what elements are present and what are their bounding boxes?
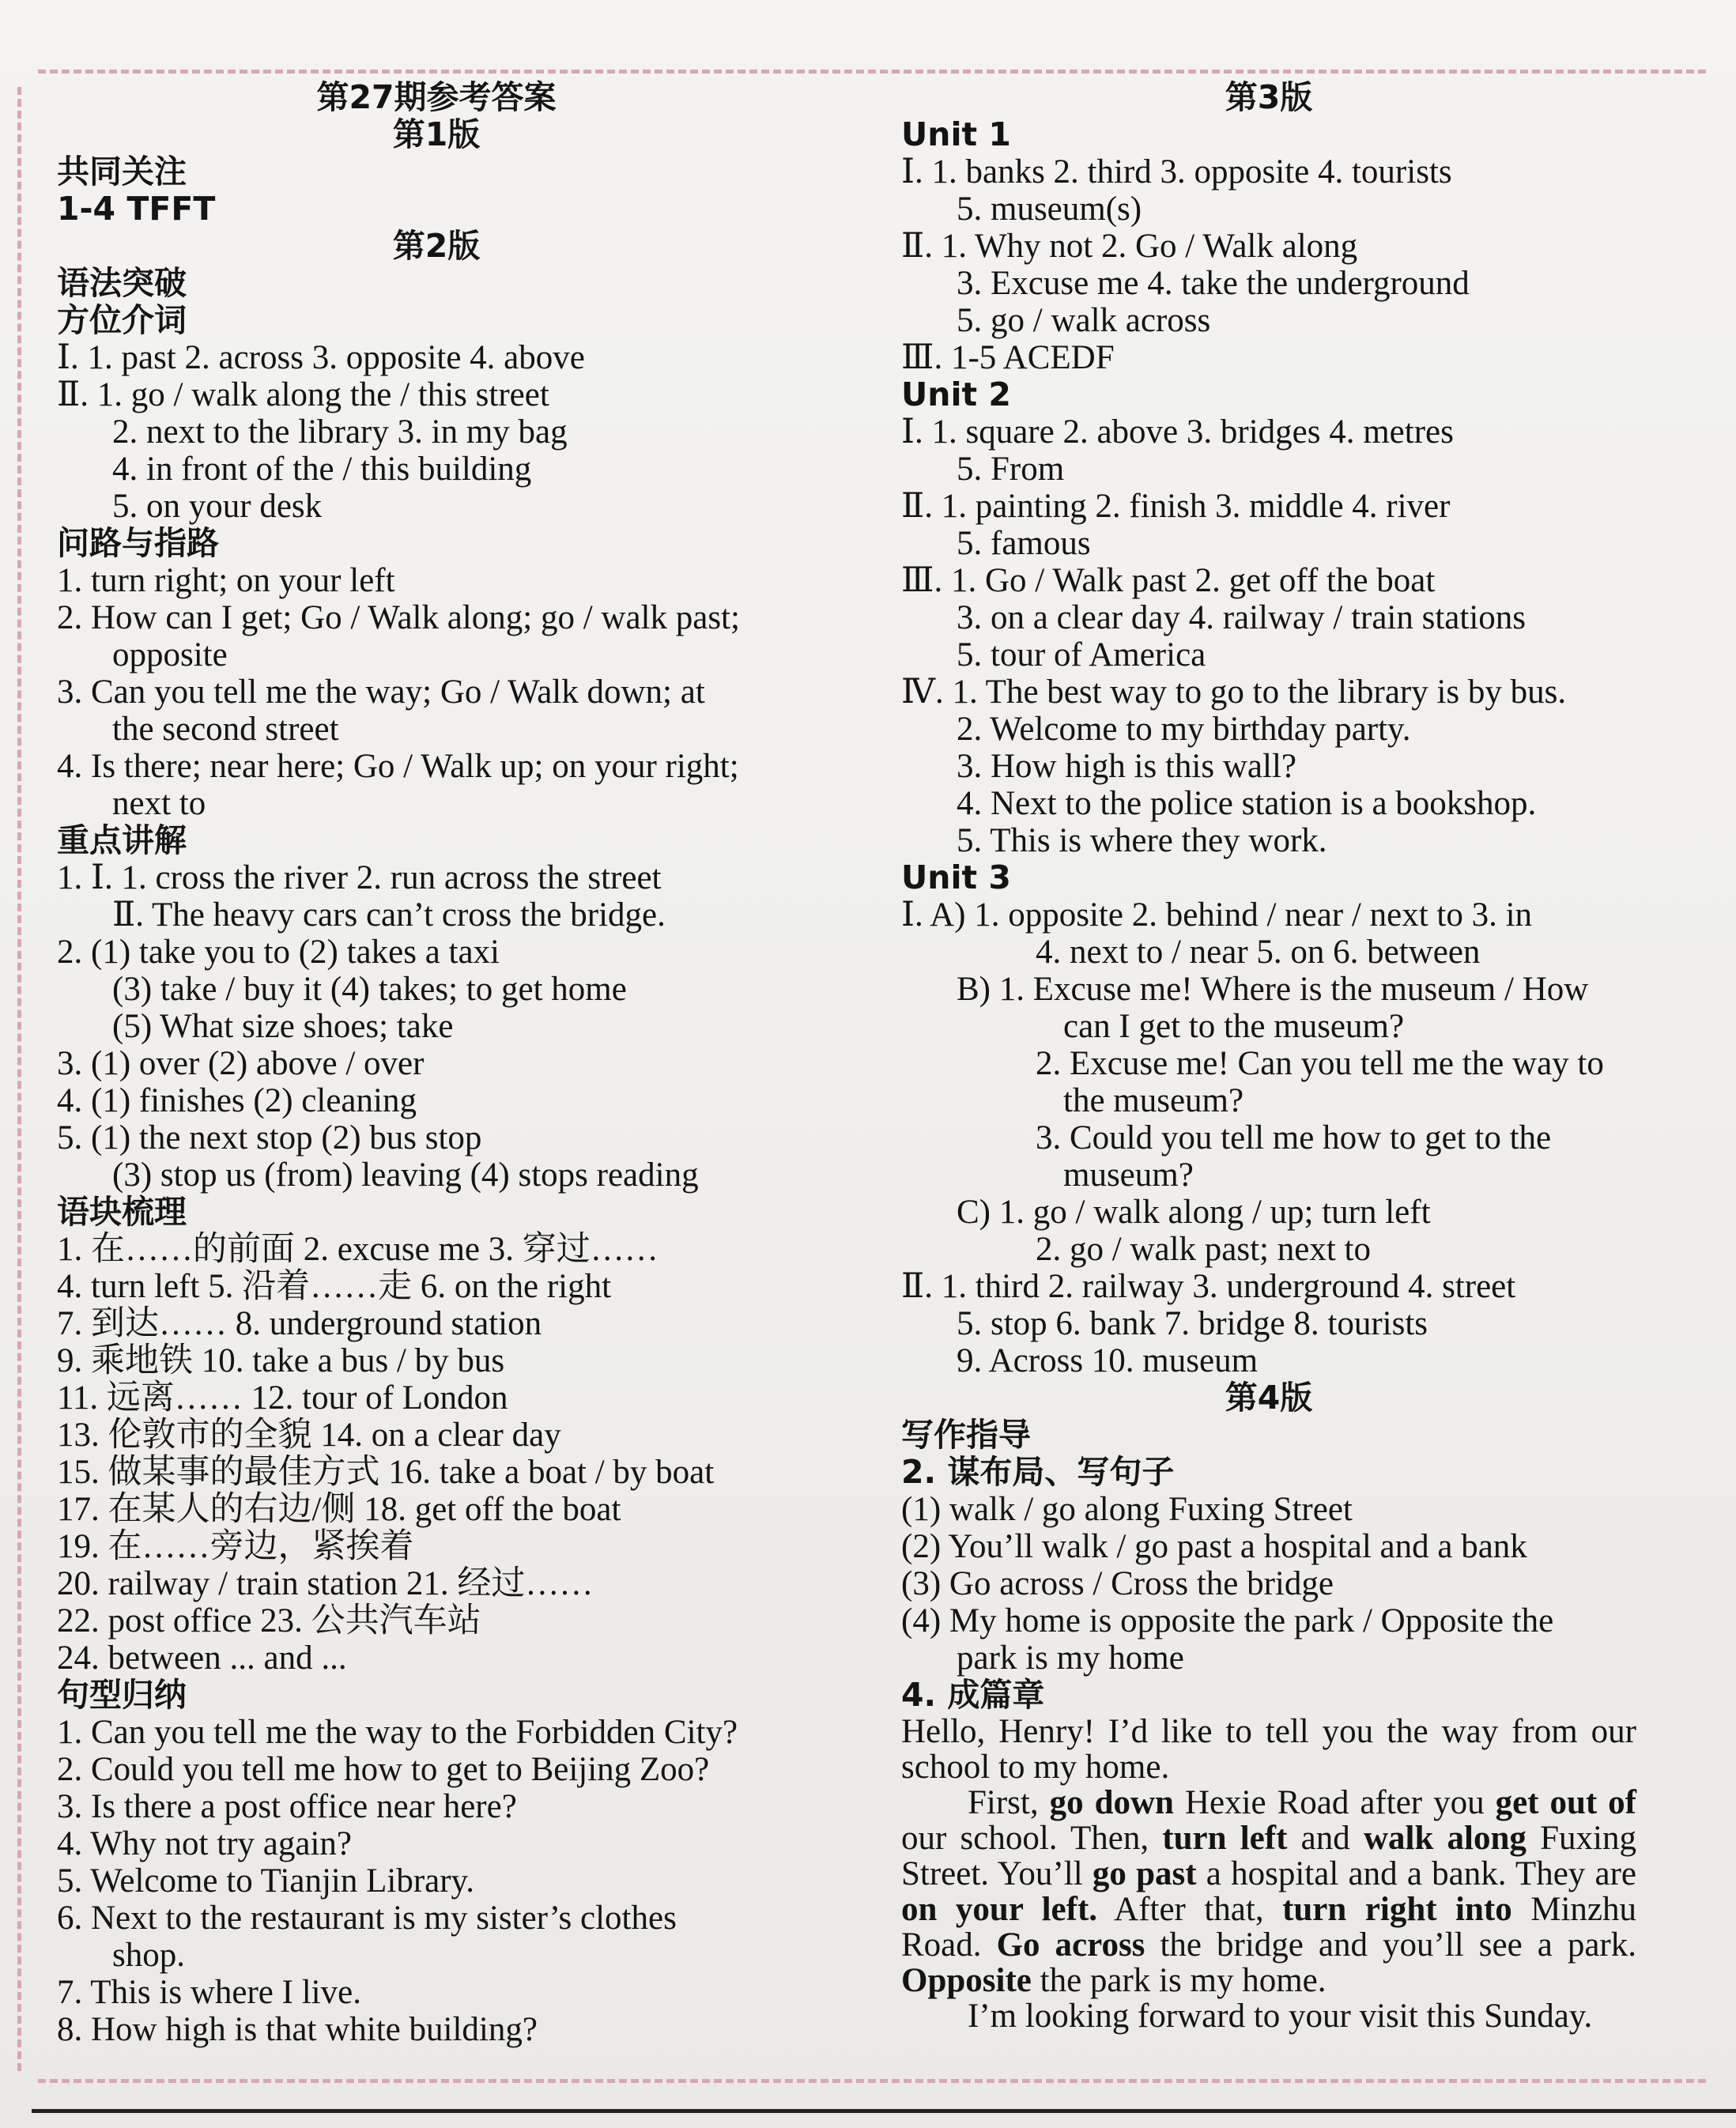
left-line: 22. post office 23. 公共汽车站 [57, 1602, 481, 1639]
right-line: Ⅱ. 1. third 2. railway 3. underground 4. street [901, 1268, 1516, 1305]
essay-paragraph-3: I’m looking forward to your visit this Sunday. [968, 1998, 1593, 2035]
left-line: 5. Welcome to Tianjin Library. [57, 1862, 475, 1900]
left-line: 4. (1) finishes (2) cleaning [57, 1082, 417, 1119]
essay-keyword: go down [1049, 1784, 1174, 1821]
essay-text: our school. Then, [901, 1820, 1163, 1857]
essay-keyword: walk along [1363, 1820, 1527, 1857]
right-line: 5. This is where they work. [957, 822, 1327, 859]
left-line: 4. Is there; near here; Go / Walk up; on your right; [57, 748, 739, 785]
right-line: Ⅳ. 1. The best way to go to the library is by bus. [901, 673, 1567, 711]
left-line: 3. (1) over (2) above / over [57, 1045, 425, 1082]
left-line: Ⅱ. The heavy cars can’t cross the bridge. [112, 896, 666, 934]
right-line: Ⅰ. 1. banks 2. third 3. opposite 4. tourists [901, 153, 1452, 191]
essay-text: After that, [1097, 1891, 1283, 1928]
left-line: 3. Can you tell me the way; Go / Walk down; at [57, 673, 705, 711]
right-line: park is my home [957, 1639, 1184, 1677]
right-line: Ⅲ. 1-5 ACEDF [901, 339, 1115, 376]
right-heading: 第3版 [1225, 78, 1313, 116]
dashed-border-left [17, 87, 21, 2071]
right-line: 5. stop 6. bank 7. bridge 8. tourists [957, 1305, 1428, 1342]
right-line: 5. famous [957, 525, 1091, 562]
right-line: Ⅱ. 1. painting 2. finish 3. middle 4. river [901, 488, 1451, 525]
left-line: 2. Could you tell me how to get to Beijing Zoo? [57, 1751, 710, 1788]
right-line: 9. Across 10. museum [957, 1342, 1259, 1379]
essay-text: the bridge and you’ll see a park. [1145, 1926, 1637, 1964]
left-line: 15. 做某事的最佳方式 16. take a boat / by boat [57, 1454, 715, 1491]
bottom-rule [32, 2109, 1736, 2113]
left-line: 1. 在……的前面 2. excuse me 3. 穿过…… [57, 1231, 659, 1268]
left-line: 8. How high is that white building? [57, 2011, 538, 2048]
left-line: 2. next to the library 3. in my bag [112, 413, 568, 451]
left-heading: 语法突破 [57, 264, 187, 302]
left-line: Ⅰ. 1. past 2. across 3. opposite 4. above [57, 339, 585, 376]
right-line: 5. museum(s) [957, 191, 1142, 228]
left-line: shop. [112, 1937, 185, 1974]
left-line: 4. Why not try again? [57, 1825, 352, 1862]
left-line: (3) stop us (from) leaving (4) stops reading [112, 1156, 699, 1194]
left-heading: 方位介词 [57, 301, 187, 339]
left-line: 7. This is where I live. [57, 1974, 361, 2011]
left-line: 24. between ... and ... [57, 1639, 347, 1677]
essay-text: Fuxing Street. You’ll [901, 1820, 1637, 1892]
right-line: Ⅰ. A) 1. opposite 2. behind / near / next to 3. in [901, 896, 1533, 934]
right-line: 5. tour of America [957, 636, 1206, 673]
right-line: 3. on a clear day 4. railway / train stations [957, 599, 1527, 636]
right-heading: 4. 成篇章 [901, 1676, 1045, 1714]
essay-text: and [1287, 1820, 1364, 1857]
left-heading: 语块梳理 [57, 1193, 187, 1231]
left-heading: 句型归纳 [57, 1676, 187, 1714]
left-line: opposite [112, 636, 228, 673]
right-heading: 2. 谋布局、写句子 [901, 1453, 1175, 1491]
left-line: Ⅱ. 1. go / walk along the / this street [57, 376, 549, 413]
right-line: the museum? [1063, 1082, 1244, 1119]
right-column [901, 79, 1636, 2034]
left-heading: 第27期参考答案 [316, 78, 557, 116]
right-line: (4) My home is opposite the park / Opposite the [901, 1602, 1554, 1639]
right-line: 2. Welcome to my birthday party. [957, 711, 1411, 748]
left-line: 2. (1) take you to (2) takes a taxi [57, 934, 500, 971]
right-line: Ⅰ. 1. square 2. above 3. bridges 4. metres [901, 413, 1454, 451]
right-heading: Unit 2 [901, 375, 1011, 413]
left-line: next to [112, 785, 206, 822]
right-line: 2. Excuse me! Can you tell me the way to [1036, 1045, 1604, 1082]
essay-text: Minzhu Road. [901, 1891, 1636, 1964]
dashed-border-top [38, 70, 1706, 74]
left-line: 1. Can you tell me the way to the Forbidden City? [57, 1714, 738, 1751]
left-heading: 共同关注 [57, 153, 187, 191]
right-line: 4. next to / near 5. on 6. between [1036, 934, 1481, 971]
left-heading: 第1版 [392, 115, 481, 153]
right-heading: 第4版 [1225, 1379, 1313, 1417]
right-line: Ⅱ. 1. Why not 2. Go / Walk along [901, 228, 1358, 265]
essay-paragraph-1: Hello, Henry! I’d like to tell you the way from our school to my home. [901, 1713, 1636, 1786]
right-line: B) 1. Excuse me! Where is the museum / How [957, 971, 1589, 1008]
left-line: 11. 远离…… 12. tour of London [57, 1379, 508, 1417]
left-heading: 问路与指路 [57, 524, 219, 562]
right-line: 3. Could you tell me how to get to the [1036, 1119, 1552, 1156]
essay-text: First, [968, 1784, 1050, 1821]
left-line: 7. 到达…… 8. underground station [57, 1305, 542, 1342]
essay-keyword: get out of [1495, 1784, 1636, 1821]
left-line: (3) take / buy it (4) takes; to get home [112, 971, 627, 1008]
essay-paragraph-2 [901, 1785, 1636, 1998]
left-line: 3. Is there a post office near here? [57, 1788, 517, 1825]
left-line: 1. Ⅰ. 1. cross the river 2. run across the street [57, 859, 662, 896]
essay-text: Hexie Road after you [1173, 1784, 1496, 1821]
left-line: 20. railway / train station 21. 经过…… [57, 1565, 594, 1602]
left-line: 17. 在某人的右边/侧 18. get off the boat [57, 1491, 621, 1528]
right-line: museum? [1063, 1156, 1194, 1194]
essay-text: the park is my home. [1031, 1962, 1327, 1999]
left-line: 9. 乘地铁 10. take a bus / by bus [57, 1342, 505, 1379]
left-line: (5) What size shoes; take [112, 1008, 454, 1045]
right-line: 3. Excuse me 4. take the underground [957, 265, 1470, 302]
left-line: 6. Next to the restaurant is my sister’s clothes [57, 1900, 677, 1937]
left-column [57, 79, 816, 2048]
right-heading: Unit 1 [901, 115, 1011, 153]
right-line: can I get to the museum? [1063, 1008, 1405, 1045]
right-line: (2) You’ll walk / go past a hospital and a bank [901, 1528, 1527, 1565]
essay-keyword: Go across [996, 1926, 1145, 1964]
right-line: 5. go / walk across [957, 302, 1211, 339]
right-line: C) 1. go / walk along / up; turn left [957, 1194, 1431, 1231]
essay-text: a hospital and a bank. They are [1196, 1855, 1636, 1892]
left-line: 5. on your desk [112, 488, 323, 525]
essay-keyword: go past [1092, 1855, 1197, 1892]
right-line: (1) walk / go along Fuxing Street [901, 1491, 1353, 1528]
right-line: 2. go / walk past; next to [1036, 1231, 1371, 1268]
right-line: 4. Next to the police station is a bookshop. [957, 785, 1537, 822]
essay-keyword: on your left. [901, 1891, 1098, 1928]
left-line: 1. turn right; on your left [57, 562, 395, 599]
right-column-lines [901, 79, 1636, 1714]
left-heading: 第2版 [392, 227, 481, 265]
right-heading: Unit 3 [901, 858, 1011, 896]
left-line: 4. turn left 5. 沿着……走 6. on the right [57, 1268, 612, 1305]
right-heading: 写作指导 [901, 1416, 1031, 1454]
left-heading: 1-4 TFFT [57, 190, 216, 228]
right-line: 5. From [957, 451, 1065, 488]
left-line: 4. in front of the / this building [112, 451, 532, 488]
left-line: 5. (1) the next stop (2) bus stop [57, 1119, 482, 1156]
essay-keyword: turn left [1162, 1820, 1288, 1857]
essay-keyword: turn right into [1282, 1891, 1512, 1928]
left-heading: 重点讲解 [57, 821, 187, 859]
right-line: (3) Go across / Cross the bridge [901, 1565, 1334, 1602]
left-line: 19. 在……旁边，紧挨着 [57, 1528, 414, 1565]
right-line: 3. How high is this wall? [957, 748, 1296, 785]
left-line: the second street [112, 711, 339, 748]
dashed-border-bottom [38, 2079, 1706, 2083]
essay-keyword: Opposite [901, 1962, 1032, 1999]
essay [901, 1714, 1636, 2034]
left-line: 2. How can I get; Go / Walk along; go / walk past; [57, 599, 740, 636]
left-line: 13. 伦敦市的全貌 14. on a clear day [57, 1417, 561, 1454]
right-line: Ⅲ. 1. Go / Walk past 2. get off the boat [901, 562, 1436, 599]
